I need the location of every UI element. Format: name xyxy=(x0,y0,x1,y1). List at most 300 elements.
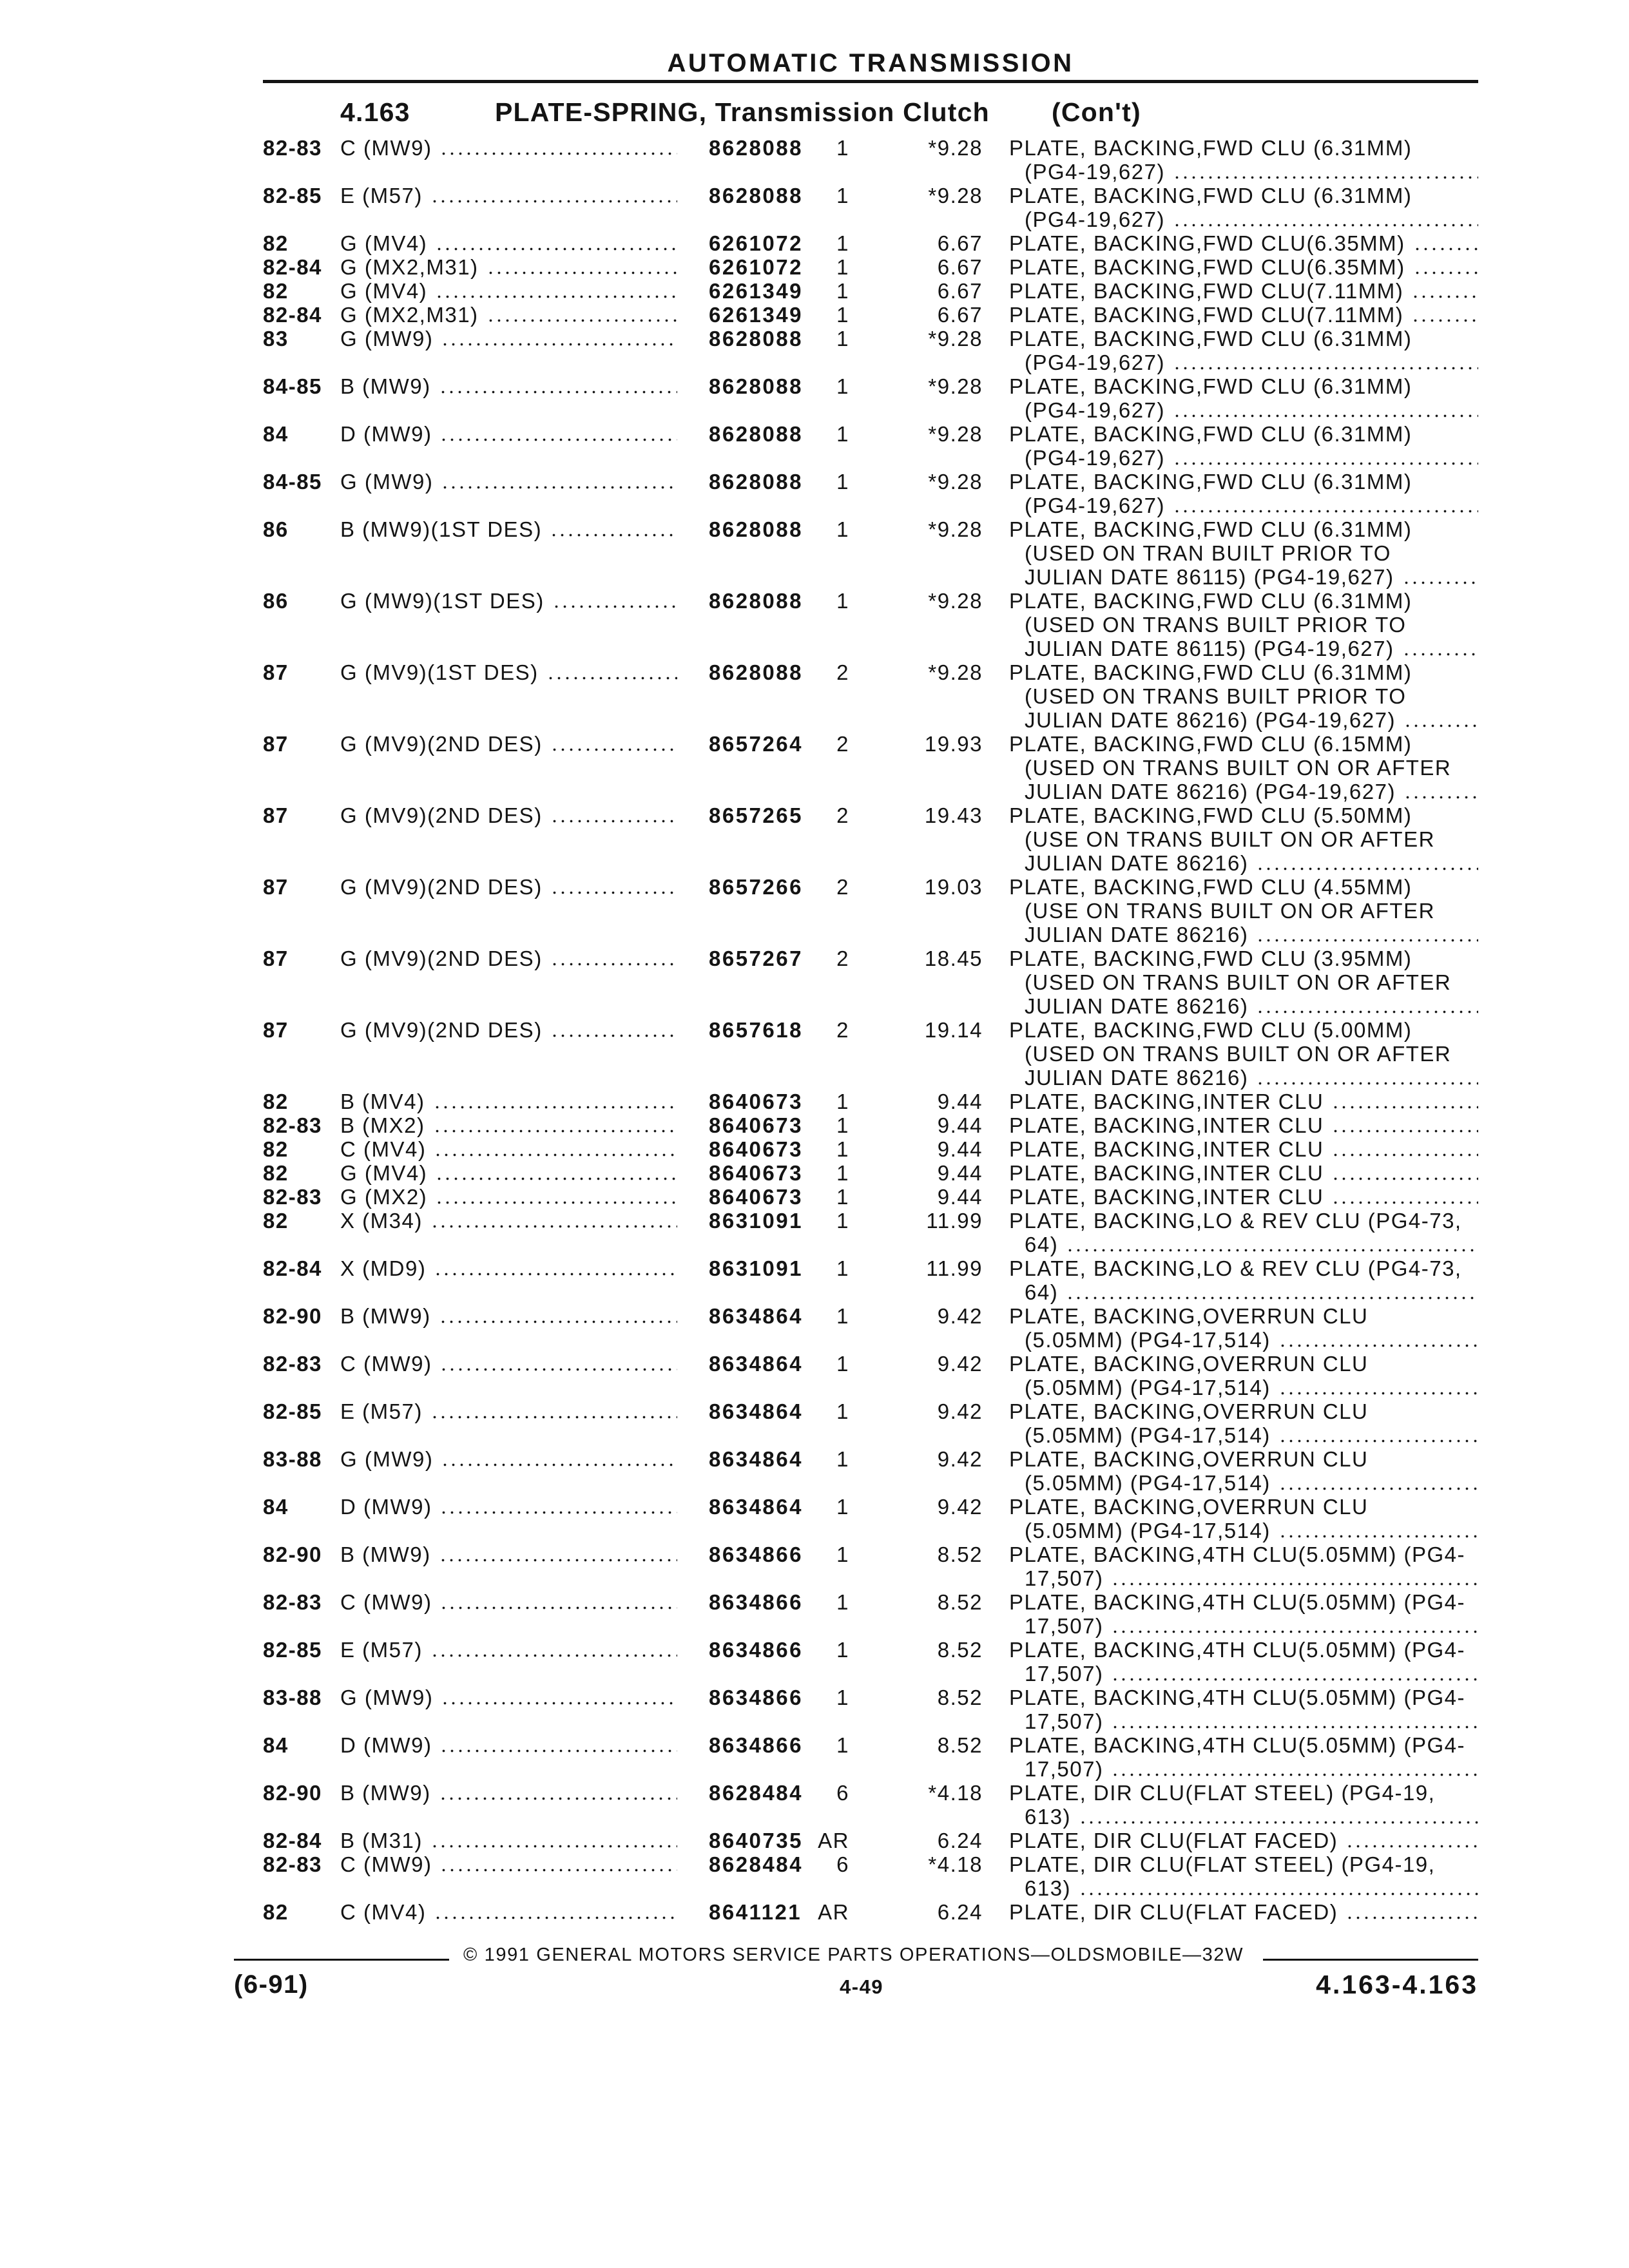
model-year: 82 xyxy=(263,231,289,255)
description-line-text: 17,507) xyxy=(1025,1662,1104,1686)
series-model-text: C (MW9) xyxy=(340,1852,432,1876)
description-line xyxy=(1009,1376,1478,1399)
series-model xyxy=(340,1304,709,1328)
dot-leader xyxy=(1111,1566,1478,1590)
series-model xyxy=(340,589,709,613)
series-model xyxy=(340,470,709,494)
quantity: 1 xyxy=(836,374,849,398)
catalog-entry xyxy=(263,875,1478,947)
model-year: 87 xyxy=(263,803,289,827)
dot-leader xyxy=(1331,1185,1478,1209)
description-line-text: JULIAN DATE 86216) xyxy=(1025,1066,1249,1090)
description-line: (USE ON TRANS BUILT ON OR AFTER xyxy=(1025,827,1435,851)
series-model-text: B (MW9) xyxy=(340,1304,431,1328)
part-number: 8640735 xyxy=(709,1829,803,1852)
dot-leader xyxy=(441,470,677,494)
description xyxy=(1009,947,1478,1018)
description-line xyxy=(1009,1066,1478,1090)
dot-leader xyxy=(1066,1280,1478,1304)
series-model xyxy=(340,1018,709,1042)
description-line: PLATE, BACKING,FWD CLU (6.31MM) xyxy=(1009,517,1412,541)
model-year: 82 xyxy=(263,1161,289,1185)
dot-leader xyxy=(434,1900,677,1924)
description xyxy=(1009,374,1478,422)
description-line: PLATE, BACKING,FWD CLU (6.31MM) xyxy=(1009,327,1412,351)
dot-leader xyxy=(439,1495,677,1519)
part-number: 8640673 xyxy=(709,1185,803,1209)
series-model xyxy=(340,1638,709,1662)
description-line: PLATE, BACKING,FWD CLU (6.31MM) xyxy=(1009,422,1412,446)
description-line xyxy=(1009,398,1478,422)
catalog-entry xyxy=(263,1542,1478,1590)
series-model xyxy=(340,1447,709,1471)
description-line xyxy=(1009,1233,1478,1256)
dot-leader xyxy=(1345,1829,1478,1852)
quantity: 2 xyxy=(836,732,849,756)
series-model-text: C (MW9) xyxy=(340,1590,432,1614)
description-line xyxy=(1009,303,1478,327)
series-model xyxy=(340,1590,709,1614)
series-model xyxy=(340,1161,709,1185)
catalog-entry xyxy=(263,1090,1478,1113)
quantity: 1 xyxy=(836,1638,849,1662)
dot-leader xyxy=(1278,1376,1478,1399)
part-number: 8657265 xyxy=(709,803,803,827)
dot-leader xyxy=(439,1781,677,1805)
price: 9.42 xyxy=(937,1352,983,1376)
quantity: 1 xyxy=(836,1185,849,1209)
quantity: 1 xyxy=(836,1161,849,1185)
catalog-entry xyxy=(263,732,1478,803)
series-model-text: B (MW9) xyxy=(340,374,431,398)
model-year: 84-85 xyxy=(263,470,322,494)
description-line: PLATE, BACKING,OVERRUN CLU xyxy=(1009,1352,1369,1376)
quantity: 1 xyxy=(836,517,849,541)
description-line: PLATE, BACKING,LO & REV CLU (PG4-73, xyxy=(1009,1256,1462,1280)
section-title: PLATE-SPRING, Transmission Clutch xyxy=(495,97,990,127)
series-model-text: G (MW9) xyxy=(340,470,434,494)
quantity: 1 xyxy=(836,1686,849,1709)
description xyxy=(1009,1900,1478,1924)
series-model-text: G (MW9)(1ST DES) xyxy=(340,589,545,613)
description-line-text: 17,507) xyxy=(1025,1566,1104,1590)
series-model xyxy=(340,732,709,756)
price: 9.44 xyxy=(937,1113,983,1137)
series-model-text: D (MW9) xyxy=(340,422,432,446)
description-line: PLATE, BACKING,FWD CLU (6.31MM) xyxy=(1009,470,1412,494)
dot-leader xyxy=(1111,1614,1478,1638)
price: *9.28 xyxy=(928,660,983,684)
price: 18.45 xyxy=(924,947,983,970)
quantity: 1 xyxy=(836,1495,849,1519)
catalog-entry xyxy=(263,1018,1478,1090)
model-year: 82 xyxy=(263,279,289,303)
catalog-entry xyxy=(263,1733,1478,1781)
model-year: 86 xyxy=(263,589,289,613)
description xyxy=(1009,1542,1478,1590)
part-number: 8628088 xyxy=(709,422,803,446)
part-number: 8657266 xyxy=(709,875,803,899)
description-line: PLATE, BACKING,OVERRUN CLU xyxy=(1009,1304,1369,1328)
description-line-text: (5.05MM) (PG4-17,514) xyxy=(1025,1376,1271,1399)
dot-leader xyxy=(1278,1519,1478,1542)
description-line: (USED ON TRAN BUILT PRIOR TO xyxy=(1025,541,1391,565)
description xyxy=(1009,517,1478,589)
catalog-entry xyxy=(263,1852,1478,1900)
series-model-text: B (MW9)(1ST DES) xyxy=(340,517,543,541)
description-line: (USED ON TRANS BUILT ON OR AFTER xyxy=(1025,1042,1452,1066)
description-line-text: (PG4-19,627) xyxy=(1025,160,1165,184)
catalog-entry xyxy=(263,1638,1478,1686)
model-year: 82-85 xyxy=(263,184,322,207)
part-number: 8634864 xyxy=(709,1352,803,1376)
description xyxy=(1009,660,1478,732)
series-model-text: G (MV9)(2ND DES) xyxy=(340,732,543,756)
model-year: 82-84 xyxy=(263,255,322,279)
catalog-entry xyxy=(263,470,1478,517)
part-number: 8634864 xyxy=(709,1495,803,1519)
description-line-text: (PG4-19,627) xyxy=(1025,351,1165,374)
part-number: 8631091 xyxy=(709,1209,803,1233)
price: 9.44 xyxy=(937,1090,983,1113)
series-model-text: B (MW9) xyxy=(340,1542,431,1566)
part-number: 8628088 xyxy=(709,136,803,160)
catalog-entry xyxy=(263,303,1478,327)
description-line xyxy=(1009,1614,1478,1638)
model-year: 82-83 xyxy=(263,136,322,160)
catalog-entry xyxy=(263,231,1478,255)
series-model-text: G (MV4) xyxy=(340,1161,428,1185)
description xyxy=(1009,1352,1478,1399)
catalog-entry xyxy=(263,1161,1478,1185)
description-line xyxy=(1009,1423,1478,1447)
catalog-entry xyxy=(263,1399,1478,1447)
dot-leader xyxy=(550,875,677,899)
description xyxy=(1009,1185,1478,1209)
description xyxy=(1009,303,1478,327)
description-line xyxy=(1009,207,1478,231)
dot-leader xyxy=(430,1638,677,1662)
description-line: PLATE, BACKING,FWD CLU (6.31MM) xyxy=(1009,660,1412,684)
description-line xyxy=(1009,1709,1478,1733)
series-model-text: G (MV9)(1ST DES) xyxy=(340,660,539,684)
description-line: PLATE, DIR CLU(FLAT STEEL) (PG4-19, xyxy=(1009,1781,1436,1805)
description-line: PLATE, BACKING,FWD CLU (6.15MM) xyxy=(1009,732,1412,756)
description-line xyxy=(1009,1757,1478,1781)
series-model xyxy=(340,1542,709,1566)
description-line xyxy=(1009,160,1478,184)
dot-leader xyxy=(441,1686,677,1709)
price: 19.43 xyxy=(924,803,983,827)
catalog-entry xyxy=(263,1900,1478,1924)
description-line-text: (5.05MM) (PG4-17,514) xyxy=(1025,1328,1271,1352)
description-line xyxy=(1009,1662,1478,1686)
series-model-text: G (MV9)(2ND DES) xyxy=(340,1018,543,1042)
description xyxy=(1009,875,1478,947)
dot-leader xyxy=(430,1399,677,1423)
description-line-text: PLATE, BACKING,INTER CLU xyxy=(1009,1137,1324,1161)
description xyxy=(1009,1399,1478,1447)
model-year: 82-83 xyxy=(263,1185,322,1209)
quantity: AR xyxy=(818,1829,849,1852)
description xyxy=(1009,1829,1478,1852)
description-line: PLATE, BACKING,LO & REV CLU (PG4-73, xyxy=(1009,1209,1462,1233)
part-number: 8628484 xyxy=(709,1781,803,1805)
quantity: 1 xyxy=(836,255,849,279)
dot-leader xyxy=(1411,279,1478,303)
series-model xyxy=(340,1900,709,1924)
model-year: 82-85 xyxy=(263,1399,322,1423)
dot-leader xyxy=(434,1137,677,1161)
description-line xyxy=(1009,994,1478,1018)
series-model-text: G (MW9) xyxy=(340,1447,434,1471)
part-number: 8628088 xyxy=(709,374,803,398)
part-number: 8628484 xyxy=(709,1852,803,1876)
price: *9.28 xyxy=(928,136,983,160)
description-line-text: (PG4-19,627) xyxy=(1025,207,1165,231)
series-model-text: D (MW9) xyxy=(340,1495,432,1519)
series-model xyxy=(340,1399,709,1423)
description xyxy=(1009,1852,1478,1900)
description-line: PLATE, BACKING,FWD CLU (5.50MM) xyxy=(1009,803,1412,827)
model-year: 84 xyxy=(263,422,289,446)
description-line-text: PLATE, BACKING,FWD CLU(7.11MM) xyxy=(1009,279,1404,303)
dot-leader xyxy=(435,279,677,303)
dot-leader xyxy=(1402,565,1478,589)
dot-leader xyxy=(433,1113,677,1137)
catalog-entry xyxy=(263,517,1478,589)
quantity: 1 xyxy=(836,1256,849,1280)
model-year: 87 xyxy=(263,660,289,684)
series-model-text: C (MW9) xyxy=(340,136,432,160)
dot-leader xyxy=(1173,207,1478,231)
description-line-text: PLATE, BACKING,INTER CLU xyxy=(1009,1113,1324,1137)
dot-leader xyxy=(439,1733,677,1757)
model-year: 82-83 xyxy=(263,1852,322,1876)
model-year: 86 xyxy=(263,517,289,541)
price: 6.67 xyxy=(937,279,983,303)
dot-leader xyxy=(1111,1709,1478,1733)
description-line-text: PLATE, DIR CLU(FLAT FACED) xyxy=(1009,1829,1338,1852)
dot-leader xyxy=(550,517,677,541)
description xyxy=(1009,1590,1478,1638)
description-line-text: JULIAN DATE 86115) (PG4-19,627) xyxy=(1025,637,1394,660)
description xyxy=(1009,1686,1478,1733)
dot-leader xyxy=(1345,1900,1478,1924)
dot-leader xyxy=(1278,1471,1478,1495)
series-model-text: B (MX2) xyxy=(340,1113,425,1137)
description xyxy=(1009,1495,1478,1542)
price: *9.28 xyxy=(928,374,983,398)
catalog-entry xyxy=(263,1352,1478,1399)
part-number: 8634866 xyxy=(709,1638,803,1662)
dot-leader xyxy=(1173,446,1478,470)
price: 8.52 xyxy=(937,1638,983,1662)
series-model-text: G (MX2) xyxy=(340,1185,428,1209)
description xyxy=(1009,1137,1478,1161)
series-model xyxy=(340,1686,709,1709)
price: 19.93 xyxy=(924,732,983,756)
dot-leader xyxy=(550,732,677,756)
catalog-entry xyxy=(263,1829,1478,1852)
description-line-text: PLATE, BACKING,FWD CLU(6.35MM) xyxy=(1009,231,1405,255)
description-line: PLATE, BACKING,4TH CLU(5.05MM) (PG4- xyxy=(1009,1733,1466,1757)
price: 9.42 xyxy=(937,1495,983,1519)
catalog-entry xyxy=(263,1590,1478,1638)
catalog-entry xyxy=(263,184,1478,231)
description-line xyxy=(1009,1328,1478,1352)
series-model xyxy=(340,1852,709,1876)
model-year: 84 xyxy=(263,1495,289,1519)
description-line-text: 17,507) xyxy=(1025,1757,1104,1781)
catalog-entry xyxy=(263,1781,1478,1829)
description xyxy=(1009,1090,1478,1113)
series-model-text: G (MV9)(2ND DES) xyxy=(340,875,543,899)
dot-leader xyxy=(550,803,677,827)
dot-leader xyxy=(439,1590,677,1614)
quantity: 2 xyxy=(836,1018,849,1042)
description-line xyxy=(1009,780,1478,803)
description-line xyxy=(1009,1113,1478,1137)
description-line-text: JULIAN DATE 86216) xyxy=(1025,994,1249,1018)
part-number: 6261349 xyxy=(709,303,803,327)
dot-leader xyxy=(1411,303,1478,327)
dot-leader xyxy=(1331,1090,1478,1113)
footer-rule-left xyxy=(234,1959,449,1961)
description-line-text: (5.05MM) (PG4-17,514) xyxy=(1025,1519,1271,1542)
part-number: 8657264 xyxy=(709,732,803,756)
part-number: 8657618 xyxy=(709,1018,803,1042)
series-model xyxy=(340,255,709,279)
description xyxy=(1009,279,1478,303)
description-line-text: JULIAN DATE 86216) (PG4-19,627) xyxy=(1025,708,1396,732)
model-year: 82-84 xyxy=(263,1256,322,1280)
dot-leader xyxy=(1413,255,1478,279)
description-line-text: PLATE, DIR CLU(FLAT FACED) xyxy=(1009,1900,1338,1924)
description-line: (USED ON TRANS BUILT PRIOR TO xyxy=(1025,684,1407,708)
description-line: (USED ON TRANS BUILT ON OR AFTER xyxy=(1025,756,1452,780)
price: 8.52 xyxy=(937,1686,983,1709)
dot-leader xyxy=(1079,1805,1478,1829)
description-line-text: (5.05MM) (PG4-17,514) xyxy=(1025,1471,1271,1495)
description xyxy=(1009,1209,1478,1256)
series-model-text: C (MV4) xyxy=(340,1900,427,1924)
catalog-entry xyxy=(263,589,1478,660)
model-year: 82 xyxy=(263,1090,289,1113)
description-line-text: JULIAN DATE 86216) xyxy=(1025,923,1249,947)
description-line xyxy=(1009,923,1478,947)
footer-section-range: 4.163-4.163 xyxy=(1316,1970,1478,1999)
part-number: 8628088 xyxy=(709,184,803,207)
description-line xyxy=(1009,1900,1478,1924)
price: *9.28 xyxy=(928,470,983,494)
quantity: 1 xyxy=(836,470,849,494)
footer-rule-right xyxy=(1263,1959,1478,1961)
model-year: 83-88 xyxy=(263,1686,322,1709)
dot-leader xyxy=(552,589,677,613)
price: 6.24 xyxy=(937,1829,983,1852)
series-model xyxy=(340,517,709,541)
description-line-text: JULIAN DATE 86216) xyxy=(1025,851,1249,875)
part-number: 8634864 xyxy=(709,1447,803,1471)
series-model xyxy=(340,1113,709,1137)
series-model xyxy=(340,1781,709,1805)
quantity: 1 xyxy=(836,327,849,351)
series-model-text: G (MV4) xyxy=(340,231,428,255)
description-line: PLATE, BACKING,4TH CLU(5.05MM) (PG4- xyxy=(1009,1590,1466,1614)
dot-leader xyxy=(1278,1328,1478,1352)
series-model-text: G (MX2,M31) xyxy=(340,303,479,327)
description-line xyxy=(1009,1185,1478,1209)
footer-date: (6-91) xyxy=(234,1970,309,1999)
series-model-text: E (M57) xyxy=(340,1399,423,1423)
series-model xyxy=(340,947,709,970)
dot-leader xyxy=(1256,851,1478,875)
series-model-text: G (MW9) xyxy=(340,1686,434,1709)
model-year: 83 xyxy=(263,327,289,351)
part-number: 8634866 xyxy=(709,1686,803,1709)
price: *9.28 xyxy=(928,517,983,541)
description xyxy=(1009,422,1478,470)
dot-leader xyxy=(1111,1757,1478,1781)
series-model xyxy=(340,1829,709,1852)
description-line-text: 613) xyxy=(1025,1805,1072,1829)
price: 19.03 xyxy=(924,875,983,899)
description-line: (USED ON TRANS BUILT PRIOR TO xyxy=(1025,613,1407,637)
series-model-text: G (MV9)(2ND DES) xyxy=(340,803,543,827)
page-header-title: AUTOMATIC TRANSMISSION xyxy=(667,49,1074,77)
quantity: 1 xyxy=(836,1304,849,1328)
description-line xyxy=(1009,1876,1478,1900)
model-year: 87 xyxy=(263,1018,289,1042)
catalog-entry xyxy=(263,279,1478,303)
description-line-text: PLATE, BACKING,FWD CLU(7.11MM) xyxy=(1009,303,1404,327)
description-line-text: 17,507) xyxy=(1025,1709,1104,1733)
catalog-entry xyxy=(263,1495,1478,1542)
dot-leader xyxy=(487,255,677,279)
model-year: 82 xyxy=(263,1137,289,1161)
price: 11.99 xyxy=(926,1209,983,1233)
quantity: 2 xyxy=(836,660,849,684)
description xyxy=(1009,1733,1478,1781)
dot-leader xyxy=(1079,1876,1478,1900)
quantity: 1 xyxy=(836,1137,849,1161)
dot-leader xyxy=(1403,708,1478,732)
dot-leader xyxy=(1111,1662,1478,1686)
series-model-text: B (MW9) xyxy=(340,1781,431,1805)
model-year: 82 xyxy=(263,1900,289,1924)
description xyxy=(1009,1638,1478,1686)
quantity: AR xyxy=(818,1900,849,1924)
description xyxy=(1009,1018,1478,1090)
description-line: (USED ON TRANS BUILT ON OR AFTER xyxy=(1025,970,1452,994)
description-line: PLATE, BACKING,FWD CLU (4.55MM) xyxy=(1009,875,1412,899)
quantity: 1 xyxy=(836,279,849,303)
quantity: 2 xyxy=(836,803,849,827)
description-line xyxy=(1009,851,1478,875)
description-line-text: PLATE, BACKING,INTER CLU xyxy=(1009,1185,1324,1209)
quantity: 1 xyxy=(836,303,849,327)
description-line-text: PLATE, BACKING,INTER CLU xyxy=(1009,1161,1324,1185)
series-model xyxy=(340,279,709,303)
model-year: 82-83 xyxy=(263,1590,322,1614)
dot-leader xyxy=(1403,780,1478,803)
dot-leader xyxy=(1331,1113,1478,1137)
quantity: 1 xyxy=(836,1399,849,1423)
description-line xyxy=(1009,1519,1478,1542)
description-line: PLATE, BACKING,4TH CLU(5.05MM) (PG4- xyxy=(1009,1638,1466,1662)
dot-leader xyxy=(433,1090,677,1113)
